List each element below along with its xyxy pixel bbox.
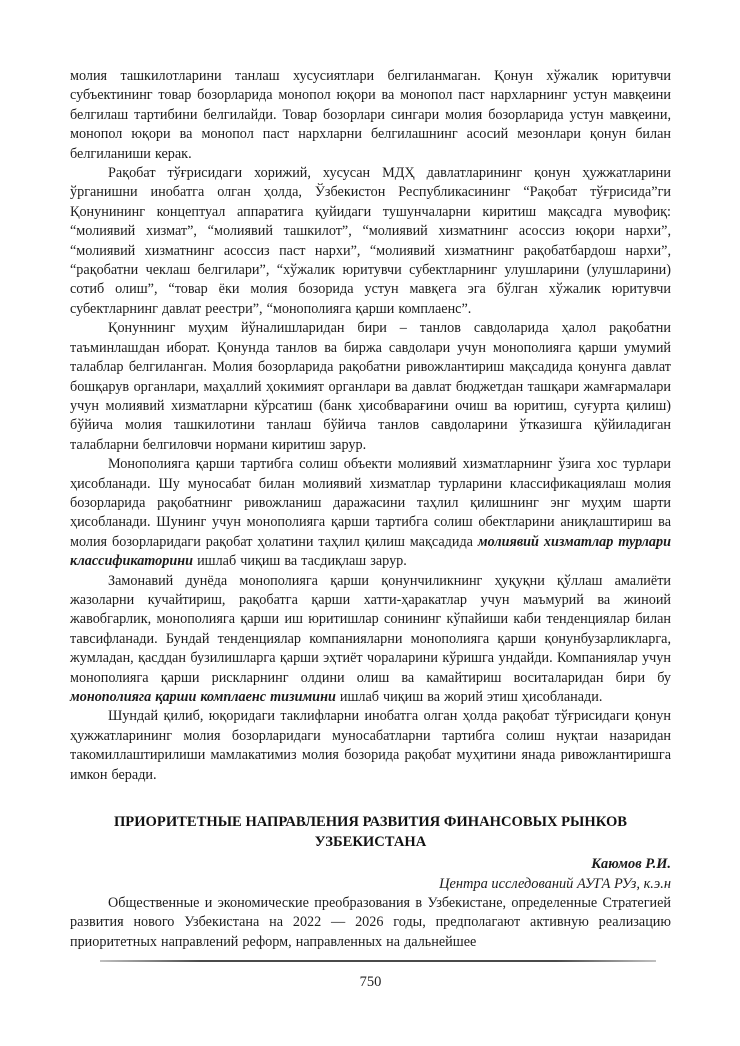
footer-divider: [100, 960, 656, 962]
uz-paragraph-4: [70, 455, 671, 571]
uz-paragraph-5: [70, 572, 671, 708]
body-text: молия ташкилотларини танлаш хусусиятлари белгиланмаган. Қонун хўжалик юритувчи субъектининг товар бозорларида монопол юқори ва монопол паст нархларнинг устун мавқеини белгилаш тартибини белгилайди. Товар бозорлари сингари молия бозорларида устун мавқеини, монопол юқори ва монопол паст нархларни белгилашнинг асосий мезонлари қонун билан белгиланиши керак.: [70, 68, 671, 162]
body-text: Общественные и экономические преобразования в Узбекистане, определенные Стратегией развития нового Узбекистана на 2022 — 2026 годы, предполагают активную реализацию приоритетных направлений реформ, направленных на дальнейшее: [70, 895, 671, 950]
body-text: Монополияга қарши тартибга солиш объекти молиявий хизматларнинг ўзига хос турлари ҳисобланади. Шу муносабат билан молиявий хизматлар турларини классификациялаш молия бозорларида рақобатнинг ривожланиш даражасини таҳлил қилишнинг энг муҳим шарти ҳисобланади. Шунинг учун монополияга қарши тартибга солиш обектларини аниқлаштириш ва молия бозорларидаги рақобат ҳолатини таҳлил қилиш мақсадида: [70, 456, 671, 550]
emphasis-text: монополияга қарши комплаенс тизимини: [70, 689, 336, 705]
body-text: ишлаб чиқиш ва тасдиқлаш зарур.: [193, 553, 407, 570]
uz-paragraph-6: [70, 707, 671, 785]
article-title: ПРИОРИТЕТНЫЕ НАПРАВЛЕНИЯ РАЗВИТИЯ ФИНАНСОВЫХ РЫНКОВ УЗБЕКИСТАНА: [113, 814, 628, 850]
body-text: Шундай қилиб, юқоридаги таклифларни инобатга олган ҳолда рақобат тўғрисидаги қонун ҳужжатларининг молия бозорларидаги муносабатларни тартибга солиш нуқтаи назаридан такомиллаштирилиши мамлакатимиз молия бозорида рақобат муҳитини янада ривожлантиришга имкон беради.: [70, 708, 671, 783]
body-text: Рақобат тўғрисидаги хорижий, хусусан МДҲ давлатларининг қонун ҳужжатларини ўрганишни инобатга олган ҳолда, Ўзбекистон Республикасининг “Рақобат тўғрисида”ги Қонунининг концептуал аппаратига қуйидаги тушунчаларни киритиш мақсадга мувофиқ: “молиявий хизмат”, “молиявий ташкилот”, “молиявий хизматнинг асоссиз юқори нархи”, “молиявий хизматнинг асоссиз паст нархи”, “молиявий хизматнинг рақобатбардош нархи”, “рақобатни чеклаш белгилари”, “хўжалик юритувчи субектларнинг улушларини (улушларини) сотиб олиш”, “товар ёки молия бозорида устун мавқега эга бўлган хўжалик юритувчи субектларнинг давлат реестри”, “монополияга қарши комплаенс”.: [70, 165, 671, 317]
ru-paragraph-1: [70, 894, 671, 952]
page-content: [70, 67, 671, 952]
page-number: 750: [359, 974, 382, 990]
body-text: Қонуннинг муҳим йўналишларидан бири – танлов савдоларида ҳалол рақобатни таъминлашдан иборат. Қонунда танлов ва биржа савдолари учун монополияга қарши умумий талаблар белгиланган. Молия бозорларида рақобатни ривожлантириш мақсадида қонунга давлат бошқарув органлари, маҳаллий ҳокимият органлари ва давлат бюджетдан ташқари жамғармалари учун молиявий хизматларни кўрсатиш (банк ҳисобварағини очиш ва юритиш, суғурта қилиш) бўйича молия ташкилотини танлаш бўйича танлов савдоларини ўтказишга қўйиладиган талабларни белгиловчи нормани киритиш зарур.: [70, 320, 671, 453]
uz-paragraph-continuation: [70, 67, 671, 164]
uz-paragraph-2: [70, 164, 671, 319]
body-text: ишлаб чиқиш ва жорий этиш ҳисобланади.: [335, 689, 603, 705]
uz-paragraph-3: [70, 319, 671, 455]
author-affiliation: Центра исследований АУГА РУз, к.э.н: [439, 875, 671, 892]
emphasis-text: молиявий хизматлар турлари классификаторини: [70, 533, 671, 570]
body-text: Замонавий дунёда монополияга қарши қонунчиликнинг ҳуқуқни қўллаш амалиёти жазоларни кучайтириш, рақобатга қарши хатти-ҳаракатлар учун маъмурий ва жиноий жавобгарлик, монополияга қарши иш юритишлар сонининг кўпайиши каби тенденциялар билан тавсифланади. Бундай тенденциялар компанияларни монополияга қарши қонунбузарликларга, жумладан, қасддан бузилишларга қарши эҳтиёт чораларини кўришга ундайди. Компаниялар учун монополияга қарши рискларнинг олдини олиш ва камайтириш воситаларидан бири бу: [70, 572, 671, 686]
author-name: Каюмов Р.И.: [591, 856, 671, 873]
